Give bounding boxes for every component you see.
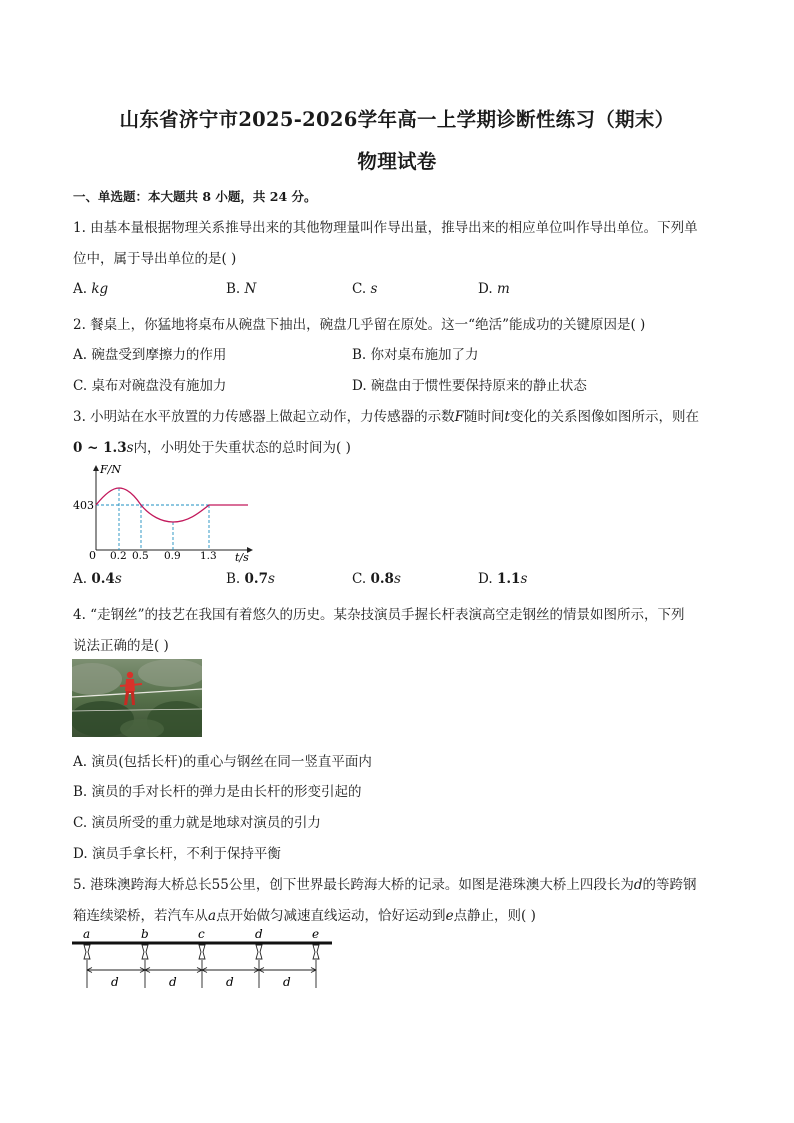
- graph-x-axis-label: t/s: [235, 551, 249, 564]
- point-b-label: b: [141, 927, 149, 941]
- q1-stem-line1: 1. 由基本量根据物理关系推导出来的其他物理量叫作导出量，推导出来的相应单位叫作导出单位。下列单: [73, 220, 698, 236]
- point-c-label: c: [198, 927, 205, 941]
- exam-title: 山东省济宁市2025-2026学年高一上学期诊断性练习（期末）: [119, 108, 675, 131]
- bridge-diagram: [70, 926, 340, 990]
- q4-option-a: A. 演员(包括长杆)的重心与钢丝在同一竖直平面内: [73, 754, 372, 770]
- exam-subject-title: 物理试卷: [357, 150, 437, 173]
- bridge-piers: [84, 945, 319, 959]
- span-dimension-lines: [87, 960, 316, 988]
- force-time-graph: [70, 458, 260, 564]
- q3-stem-line1: 3. 小明站在水平放置的力传感器上做起立动作，力传感器的示数F随时间t变化的关系图像如图所示，则在: [73, 409, 699, 425]
- q2-stem: 2. 餐桌上，你猛地将桌布从碗盘下抽出，碗盘几乎留在原处。这一“绝活”能成功的关键原因是( ): [73, 317, 646, 333]
- span-label-3: d: [226, 975, 234, 989]
- span-label-2: d: [169, 975, 177, 989]
- q2-option-c: C. 桌布对碗盘没有施加力: [73, 378, 227, 394]
- span-label-1: d: [111, 975, 119, 989]
- q1-option-a: A. kg: [73, 281, 109, 297]
- point-d-label: d: [255, 927, 263, 941]
- q1-option-c: C. s: [352, 281, 378, 297]
- q1-option-d: D. m: [478, 281, 510, 297]
- q4-option-c: C. 演员所受的重力就是地球对演员的引力: [73, 815, 321, 831]
- graph-x-tick-0-2: 0.2: [110, 550, 127, 562]
- q3-stem-line2: 0 ~ 1.3s内，小明处于失重状态的总时间为( ): [73, 440, 351, 456]
- section-heading: 一、单选题：本大题共 8 小题，共 24 分。: [73, 189, 317, 204]
- q3-option-a: A. 0.4s: [73, 571, 122, 587]
- point-a-label: a: [83, 927, 91, 941]
- q2-option-b: B. 你对桌布施加了力: [352, 347, 479, 363]
- graph-x-tick-0-9: 0.9: [164, 550, 181, 562]
- q4-option-b: B. 演员的手对长杆的弹力是由长杆的形变引起的: [73, 784, 362, 800]
- q5-stem-line1: 5. 港珠澳跨海大桥总长55公里，创下世界最长跨海大桥的记录。如图是港珠澳大桥上四段长为d的等跨钢: [73, 877, 697, 893]
- graph-origin-label: 0: [89, 549, 96, 562]
- q4-stem-line1: 4. “走钢丝”的技艺在我国有着悠久的历史。某杂技演员手握长杆表演高空走钢丝的情景如图所示，下列: [73, 607, 685, 623]
- tightrope-walker-photo: [72, 659, 202, 737]
- q4-option-d: D. 演员手拿长杆，不利于保持平衡: [73, 846, 281, 862]
- graph-y-axis-label: F/N: [100, 463, 121, 476]
- q3-option-d: D. 1.1s: [478, 571, 528, 587]
- q1-stem-line2: 位中，属于导出单位的是( ): [73, 251, 237, 267]
- q2-option-a: A. 碗盘受到摩擦力的作用: [73, 347, 227, 363]
- q5-stem-line2: 箱连续梁桥，若汽车从a点开始做匀减速直线运动，恰好运动到e点静止，则( ): [73, 908, 536, 924]
- graph-x-tick-1-3: 1.3: [200, 550, 217, 562]
- q2-option-d: D. 碗盘由于惯性要保持原来的静止状态: [352, 378, 587, 394]
- q4-stem-line2: 说法正确的是( ): [73, 638, 169, 654]
- q3-option-c: C. 0.8s: [352, 571, 401, 587]
- point-e-label: e: [312, 927, 320, 941]
- q1-option-b: B. N: [226, 281, 257, 297]
- q3-option-b: B. 0.7s: [226, 571, 275, 587]
- graph-y-tick-403: 403: [73, 499, 94, 512]
- graph-x-tick-0-5: 0.5: [132, 550, 149, 562]
- span-label-4: d: [283, 975, 291, 989]
